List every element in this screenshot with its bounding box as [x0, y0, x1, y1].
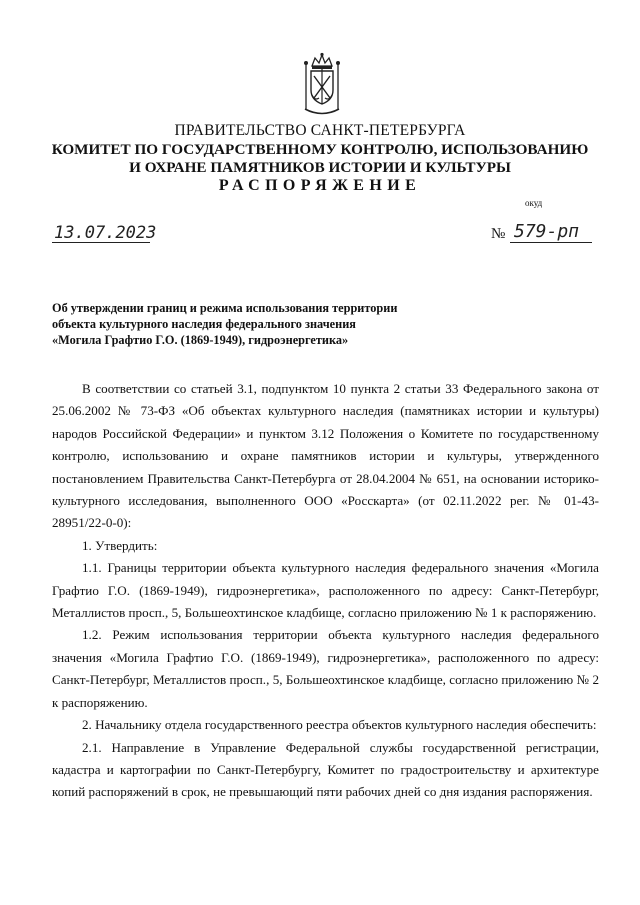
- document-number: 579-рп: [510, 222, 592, 243]
- body-paragraph-2-1: 2.1. Направление в Управление Федеральной службы государственной регистрации, кадастра и картографии по Санкт-Петербургу, Комитет по градостроительству и архитектуре копий распоряжений в срок, не превышающий пяти рабочих дней со дня издания распоряжения.: [52, 739, 599, 800]
- document-subject: [52, 300, 397, 348]
- committee-title-line1: КОМИТЕТ ПО ГОСУДАРСТВЕННОМУ КОНТРОЛЮ, ИСПОЛЬЗОВАНИЮ: [51, 141, 589, 158]
- document-date: 13.07.2023: [54, 223, 157, 243]
- body-paragraph-preamble: В соответствии со статьей 3.1, подпунктом 10 пункта 2 статьи 33 Федерального закона от 25.06.2002 № 73-ФЗ «Об объектах культурного наследия (памятниках истории и культуры) народов Российской Федерации» и пунктом 3.12 Положения о Комитете по государственному контролю, использованию и охране памятников истории и культуры, утвержденного постановлением Правительства Санкт-Петербурга от 28.04.2004 № 651, на основании историко-культурного исследования, выполненного ООО «Росскарта» (от 02.11.2022 рег. № 01-43-28951/22-0-0):: [52, 381, 599, 531]
- body-paragraph-1-2: 1.2. Режим использования территории объекта культурного наследия федерального значения «Могила Графтио Г.О. (1869-1949), гидроэнергетика», расположенного по адресу: Санкт-Петербург, Металлистов просп., 5, Большеохтинское кладбище, согласно приложению № 2 к распоряжению.: [52, 627, 599, 710]
- subject-line: объекта культурного наследия федерального значения: [52, 317, 356, 331]
- subject-line: «Могила Графтио Г.О. (1869-1949), гидроэнергетика»: [52, 333, 349, 347]
- subject-line: Об утверждении границ и режима использования территории: [52, 301, 398, 315]
- body-paragraph-2: 2. Начальнику отдела государственного реестра объектов культурного наследия обеспечить:: [82, 717, 597, 733]
- document-type-title: РАСПОРЯЖЕНИЕ: [218, 177, 422, 194]
- place-code: окуд: [525, 198, 543, 208]
- coat-of-arms-emblem: [302, 52, 342, 118]
- number-sign: №: [491, 226, 506, 242]
- committee-title-line2: И ОХРАНЕ ПАМЯТНИКОВ ИСТОРИИ И КУЛЬТУРЫ: [129, 159, 511, 176]
- body-paragraph-1: 1. Утвердить:: [82, 537, 158, 553]
- document-body: [52, 378, 599, 804]
- body-paragraph-1-1: 1.1. Границы территории объекта культурного наследия федерального значения «Могила Графтио Г.О. (1869-1949), гидроэнергетика», расположенного по адресу: Санкт-Петербург, Металлистов просп., 5, Большеохтинское кладбище, согласно приложению № 1 к распоряжению.: [52, 560, 599, 621]
- government-title: ПРАВИТЕЛЬСТВО САНКТ-ПЕТЕРБУРГА: [174, 122, 466, 139]
